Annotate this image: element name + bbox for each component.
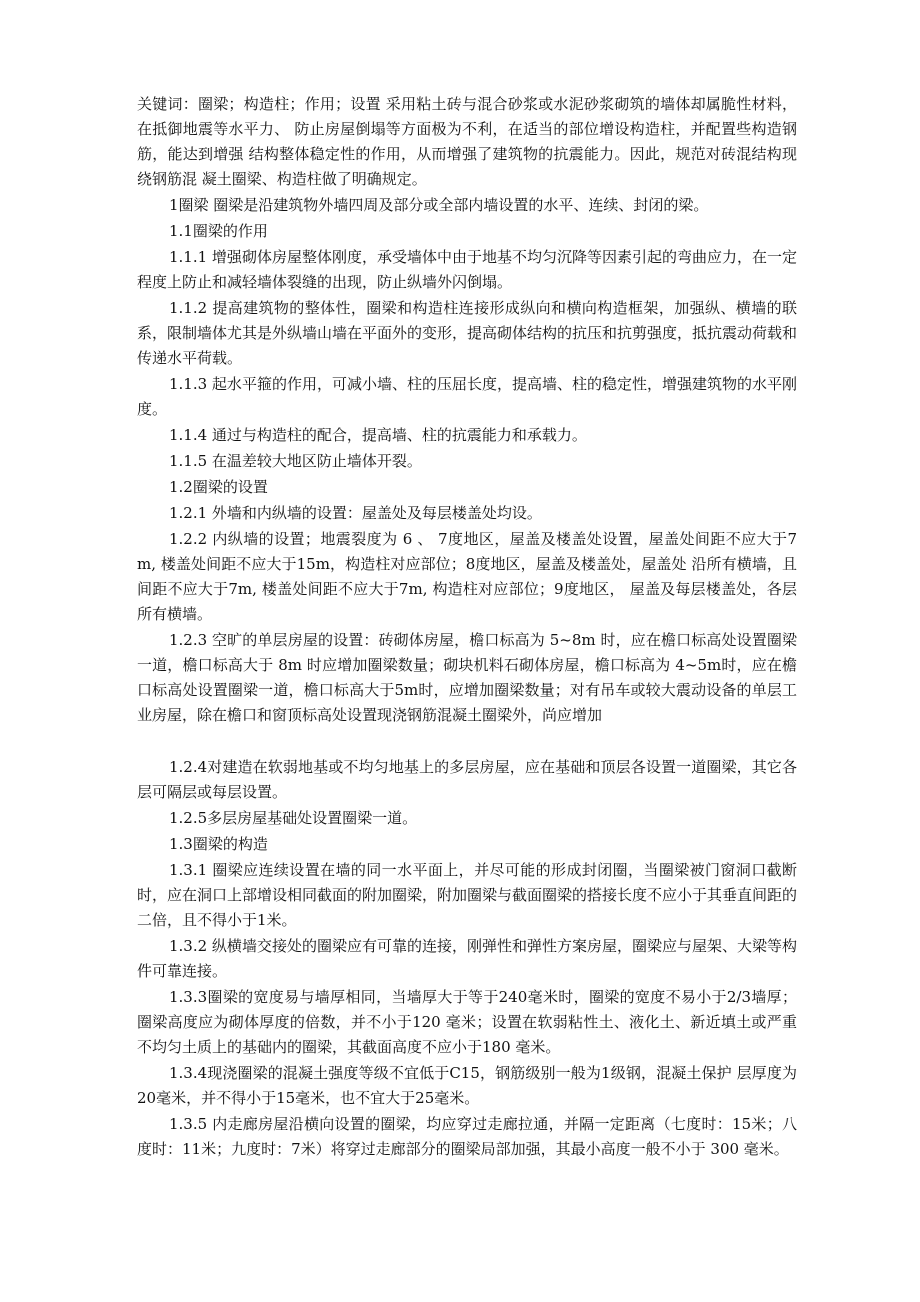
- paragraph-1-1-2: 1.1.2 提高建筑物的整体性，圈梁和构造柱连接形成纵向和横向构造框架，加强纵、横墙的联系，限制墙体尤其是外纵墙山墙在平面外的变形，提高砌体结构的抗压和抗剪强度，抵抗震动荷载和传递水平荷载。: [137, 299, 798, 367]
- paragraph-1-1-5: 1.1.5 在温差较大地区防止墙体开裂。: [169, 452, 422, 470]
- paragraph-1-1-1: 1.1.1 增强砌体房屋整体刚度，承受墙体中由于地基不均匀沉降等因素引起的弯曲应力，在一定程度上防止和减轻墙体裂缝的出现，防止纵墙外闪倒塌。: [137, 248, 797, 291]
- paragraph-1-3-5: 1.3.5 内走廊房屋沿横向设置的圈梁，均应穿过走廊拉通，并隔一定距离（七度时：15米；八度时：11米；九度时：7米）将穿过走廊部分的圈梁局部加强，其最小高度一般不小于 300 毫米。: [137, 1115, 797, 1158]
- paragraph-1-2-1: 1.2.1 外墙和内纵墙的设置：屋盖处及每层楼盖处均设。: [169, 504, 542, 522]
- paragraph-1-3-4: 1.3.4现浇圈梁的混凝土强度等级不宜低于C15，钢筋级别一般为1级钢，混凝土保护 层厚度为20毫米，并不得小于15毫米，也不宜大于25毫米。: [137, 1064, 797, 1107]
- paragraph-1-2-3: 1.2.3 空旷的单层房屋的设置：砖砌体房屋，檐口标高为 5~8m 时，应在檐口标高处设置圈梁一道，檐口标高大于 8m 时应增加圈梁数量；砌块机料石砌体房屋，檐口标高为 4~5m时，应在檐口标高处设置圈梁一道，檐口标高大于5m时，应增加圈梁数量；对有吊车或较大震动设备的单层工业房屋，除在檐口和窗顶标高处设置现浇钢筋混凝土圈梁外，尚应增加: [137, 631, 797, 724]
- section-1-paragraph: 1圈梁 圈梁是沿建筑物外墙四周及部分或全部内墙设置的水平、连续、封闭的梁。: [169, 196, 709, 214]
- paragraph-1-3-1: 1.3.1 圈梁应连续设置在墙的同一水平面上，并尽可能的形成封闭圈，当圈梁被门窗洞口截断时，应在洞口上部增设相同截面的附加圈梁，附加圈梁与截面圈梁的搭接长度不应小于其垂直间距的二倍，且不得小于1米。: [137, 861, 798, 929]
- paragraph-1-2-4: 1.2.4对建造在软弱地基或不均匀地基上的多层房屋，应在基础和顶层各设置一道圈梁，其它各层可隔层或每层设置。: [137, 758, 797, 801]
- paragraph-1-1-3: 1.1.3 起水平箍的作用，可减小墙、柱的压屈长度，提高墙、柱的稳定性，增强建筑物的水平刚度。: [137, 375, 797, 418]
- heading-1-1: 1.1圈梁的作用: [169, 222, 268, 240]
- document-body: [137, 92, 797, 1163]
- paragraph-1-2-5: 1.2.5多层房屋基础处设置圈梁一道。: [169, 809, 418, 827]
- paragraph-1-3-2: 1.3.2 纵横墙交接处的圈梁应有可靠的连接，刚弹性和弹性方案房屋，圈梁应与屋架、大梁等构件可靠连接。: [137, 937, 797, 980]
- paragraph-1-3-3: 1.3.3圈梁的宽度易与墙厚相同，当墙厚大于等于240毫米时，圈梁的宽度不易小于2/3墙厚；圈梁高度应为砌体厚度的倍数，并不小于120 毫米；设置在软弱粘性土、液化土、新近填土或严重不均匀土质上的基础内的圈梁，其截面高度不应小于180 毫米。: [137, 988, 797, 1056]
- keywords-paragraph: 关键词：圈梁；构造柱；作用；设置 采用粘土砖与混合砂浆或水泥砂浆砌筑的墙体却属脆性材料，在抵御地震等水平力、 防止房屋倒塌等方面极为不利，在适当的部位增设构造柱，并配置些构造钢筋，能达到增强 结构整体稳定性的作用，从而增强了建筑物的抗震能力。因此，规范对砖混结构现绕钢筋混 凝土圈梁、构造柱做了明确规定。: [137, 95, 797, 188]
- heading-1-2: 1.2圈梁的设置: [169, 478, 268, 496]
- paragraph-1-1-4: 1.1.4 通过与构造柱的配合，提高墙、柱的抗震能力和承载力。: [169, 426, 587, 444]
- heading-1-3: 1.3圈梁的构造: [169, 835, 268, 853]
- paragraph-1-2-2: 1.2.2 内纵墙的设置；地震裂度为 6 、 7度地区，屋盖及楼盖处设置，屋盖处间距不应大于7m, 楼盖处间距不应大于15m，构造柱对应部位；8度地区，屋盖及楼盖处，屋盖处 沿所有横墙，且间距不应大于7m, 楼盖处间距不应大于7m, 构造柱对应部位；9度地区， 屋盖及每层楼盖处，各层所有横墙。: [137, 530, 797, 623]
- page-break-gap: [137, 729, 797, 755]
